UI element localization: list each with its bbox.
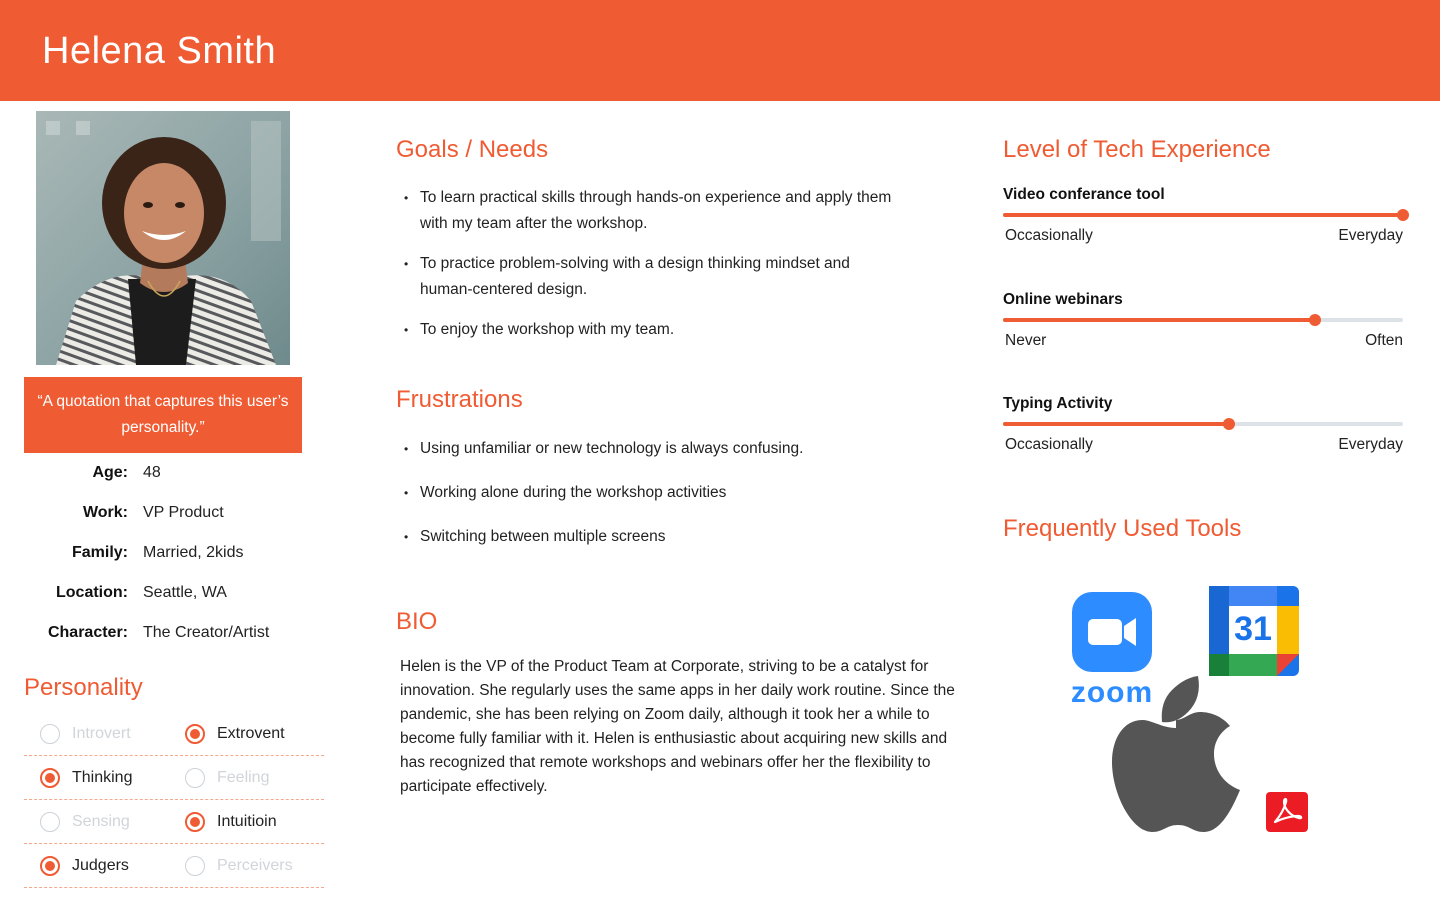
list-item: • To learn practical skills through hands-on experience and apply them with my team after the workshop. bbox=[404, 185, 904, 237]
list-item: • To practice problem-solving with a design thinking mindset and human-centered design. bbox=[404, 251, 904, 303]
info-key: Family: bbox=[71, 544, 128, 561]
tech-min-label: Never bbox=[1005, 332, 1047, 349]
list-item: • To enjoy the workshop with my team. bbox=[404, 317, 904, 343]
persona-info bbox=[24, 464, 324, 664]
tech-item-typing bbox=[1003, 395, 1403, 454]
info-value: Seattle, WA bbox=[143, 584, 227, 601]
radio-button[interactable] bbox=[185, 768, 205, 788]
tech-scale bbox=[1003, 227, 1403, 245]
persona-photo bbox=[36, 111, 290, 365]
personality-option[interactable] bbox=[40, 856, 129, 876]
tech-max-label: Everyday bbox=[1338, 436, 1403, 453]
info-row-family bbox=[24, 544, 324, 584]
info-key: Age: bbox=[92, 464, 128, 481]
radio-button[interactable] bbox=[185, 812, 205, 832]
info-value: 48 bbox=[143, 464, 161, 481]
frustrations-title: Frustrations bbox=[396, 386, 523, 413]
personality-label: Intuitioin bbox=[217, 813, 277, 830]
apple-icon bbox=[1112, 676, 1240, 832]
personality-label: Thinking bbox=[72, 769, 133, 786]
personality-row bbox=[24, 756, 324, 800]
tech-min-label: Occasionally bbox=[1005, 436, 1093, 453]
tech-min-label: Occasionally bbox=[1005, 227, 1093, 244]
tech-slider-fill bbox=[1003, 422, 1229, 426]
personality-label: Judgers bbox=[72, 857, 129, 874]
personality-title: Personality bbox=[24, 674, 143, 701]
tech-label: Online webinars bbox=[1003, 291, 1123, 308]
tech-slider-track bbox=[1003, 213, 1403, 217]
personality-label: Extrovent bbox=[217, 725, 285, 742]
info-key: Work: bbox=[82, 504, 128, 521]
goals-list bbox=[404, 185, 904, 357]
info-row-location bbox=[24, 584, 324, 624]
personality-label: Introvert bbox=[72, 725, 131, 742]
list-item: • Using unfamiliar or new technology is always confusing. bbox=[404, 436, 924, 462]
personality-option[interactable] bbox=[185, 724, 285, 744]
tech-label: Typing Activity bbox=[1003, 395, 1113, 412]
info-row-age bbox=[24, 464, 324, 504]
tech-slider-track bbox=[1003, 422, 1403, 426]
personality-option[interactable] bbox=[185, 812, 277, 832]
radio-button[interactable] bbox=[40, 812, 60, 832]
tech-item-webinars bbox=[1003, 291, 1403, 350]
info-value: The Creator/Artist bbox=[143, 624, 270, 641]
radio-button[interactable] bbox=[185, 724, 205, 744]
personality-option[interactable] bbox=[185, 856, 293, 876]
radio-button[interactable] bbox=[40, 768, 60, 788]
calendar-day: 31 bbox=[1234, 610, 1272, 648]
google-calendar-icon bbox=[1209, 586, 1299, 676]
goals-title: Goals / Needs bbox=[396, 136, 549, 163]
info-row-work bbox=[24, 504, 324, 544]
tech-item-video bbox=[1003, 186, 1403, 245]
list-item: • Working alone during the workshop activities bbox=[404, 480, 924, 506]
persona-quote: “A quotation that captures this user’s personality.” bbox=[24, 377, 302, 453]
personality-label: Feeling bbox=[217, 769, 270, 786]
tech-max-label: Often bbox=[1365, 332, 1403, 349]
persona-name: Helena Smith bbox=[42, 30, 277, 72]
frustrations-list bbox=[404, 436, 924, 568]
list-item: • Switching between multiple screens bbox=[404, 524, 924, 550]
tech-scale bbox=[1003, 436, 1403, 454]
personality-row bbox=[24, 712, 324, 756]
personality-option[interactable] bbox=[40, 768, 132, 788]
personality-label: Perceivers bbox=[217, 857, 293, 874]
personality-option[interactable] bbox=[40, 724, 131, 744]
tools-title: Frequently Used Tools bbox=[1003, 515, 1242, 542]
tech-slider-knob[interactable] bbox=[1223, 418, 1235, 430]
tech-slider-knob[interactable] bbox=[1397, 209, 1409, 221]
info-key: Location: bbox=[56, 584, 128, 601]
info-value: Married, 2kids bbox=[143, 544, 244, 561]
radio-button[interactable] bbox=[40, 724, 60, 744]
acrobat-pdf-icon bbox=[1266, 792, 1308, 832]
tech-scale bbox=[1003, 332, 1403, 350]
radio-button[interactable] bbox=[40, 856, 60, 876]
personality-row bbox=[24, 800, 324, 844]
personality-grid bbox=[24, 712, 324, 888]
tech-title: Level of Tech Experience bbox=[1003, 136, 1271, 163]
tech-max-label: Everyday bbox=[1338, 227, 1403, 244]
tech-slider-fill bbox=[1003, 213, 1403, 217]
personality-label: Sensing bbox=[72, 813, 130, 830]
personality-option[interactable] bbox=[185, 768, 269, 788]
info-value: VP Product bbox=[143, 504, 224, 521]
zoom-wordmark: zoom bbox=[1070, 676, 1154, 709]
tech-slider-fill bbox=[1003, 318, 1315, 322]
info-key: Character: bbox=[47, 624, 128, 641]
personality-row bbox=[24, 844, 324, 888]
bio-title: BIO bbox=[396, 608, 438, 635]
tech-slider-knob[interactable] bbox=[1309, 314, 1321, 326]
tech-slider-track bbox=[1003, 318, 1403, 322]
info-row-character bbox=[24, 624, 324, 664]
header-bar bbox=[0, 0, 1440, 101]
bio-text: Helen is the VP of the Product Team at Corporate, striving to be a catalyst for innovation. She regularly uses the same apps in her daily work routine. Since the pandemic, she has been relying on Zoom daily, although it took her a while to become fully familiar with it. Helen is enthusiastic about acquiring new skills and has recognized that remote workshops and webinars offer her the flexibility to participate effectively. bbox=[400, 658, 955, 795]
radio-button[interactable] bbox=[185, 856, 205, 876]
tech-label: Video conferance tool bbox=[1003, 186, 1165, 203]
personality-option[interactable] bbox=[40, 812, 130, 832]
